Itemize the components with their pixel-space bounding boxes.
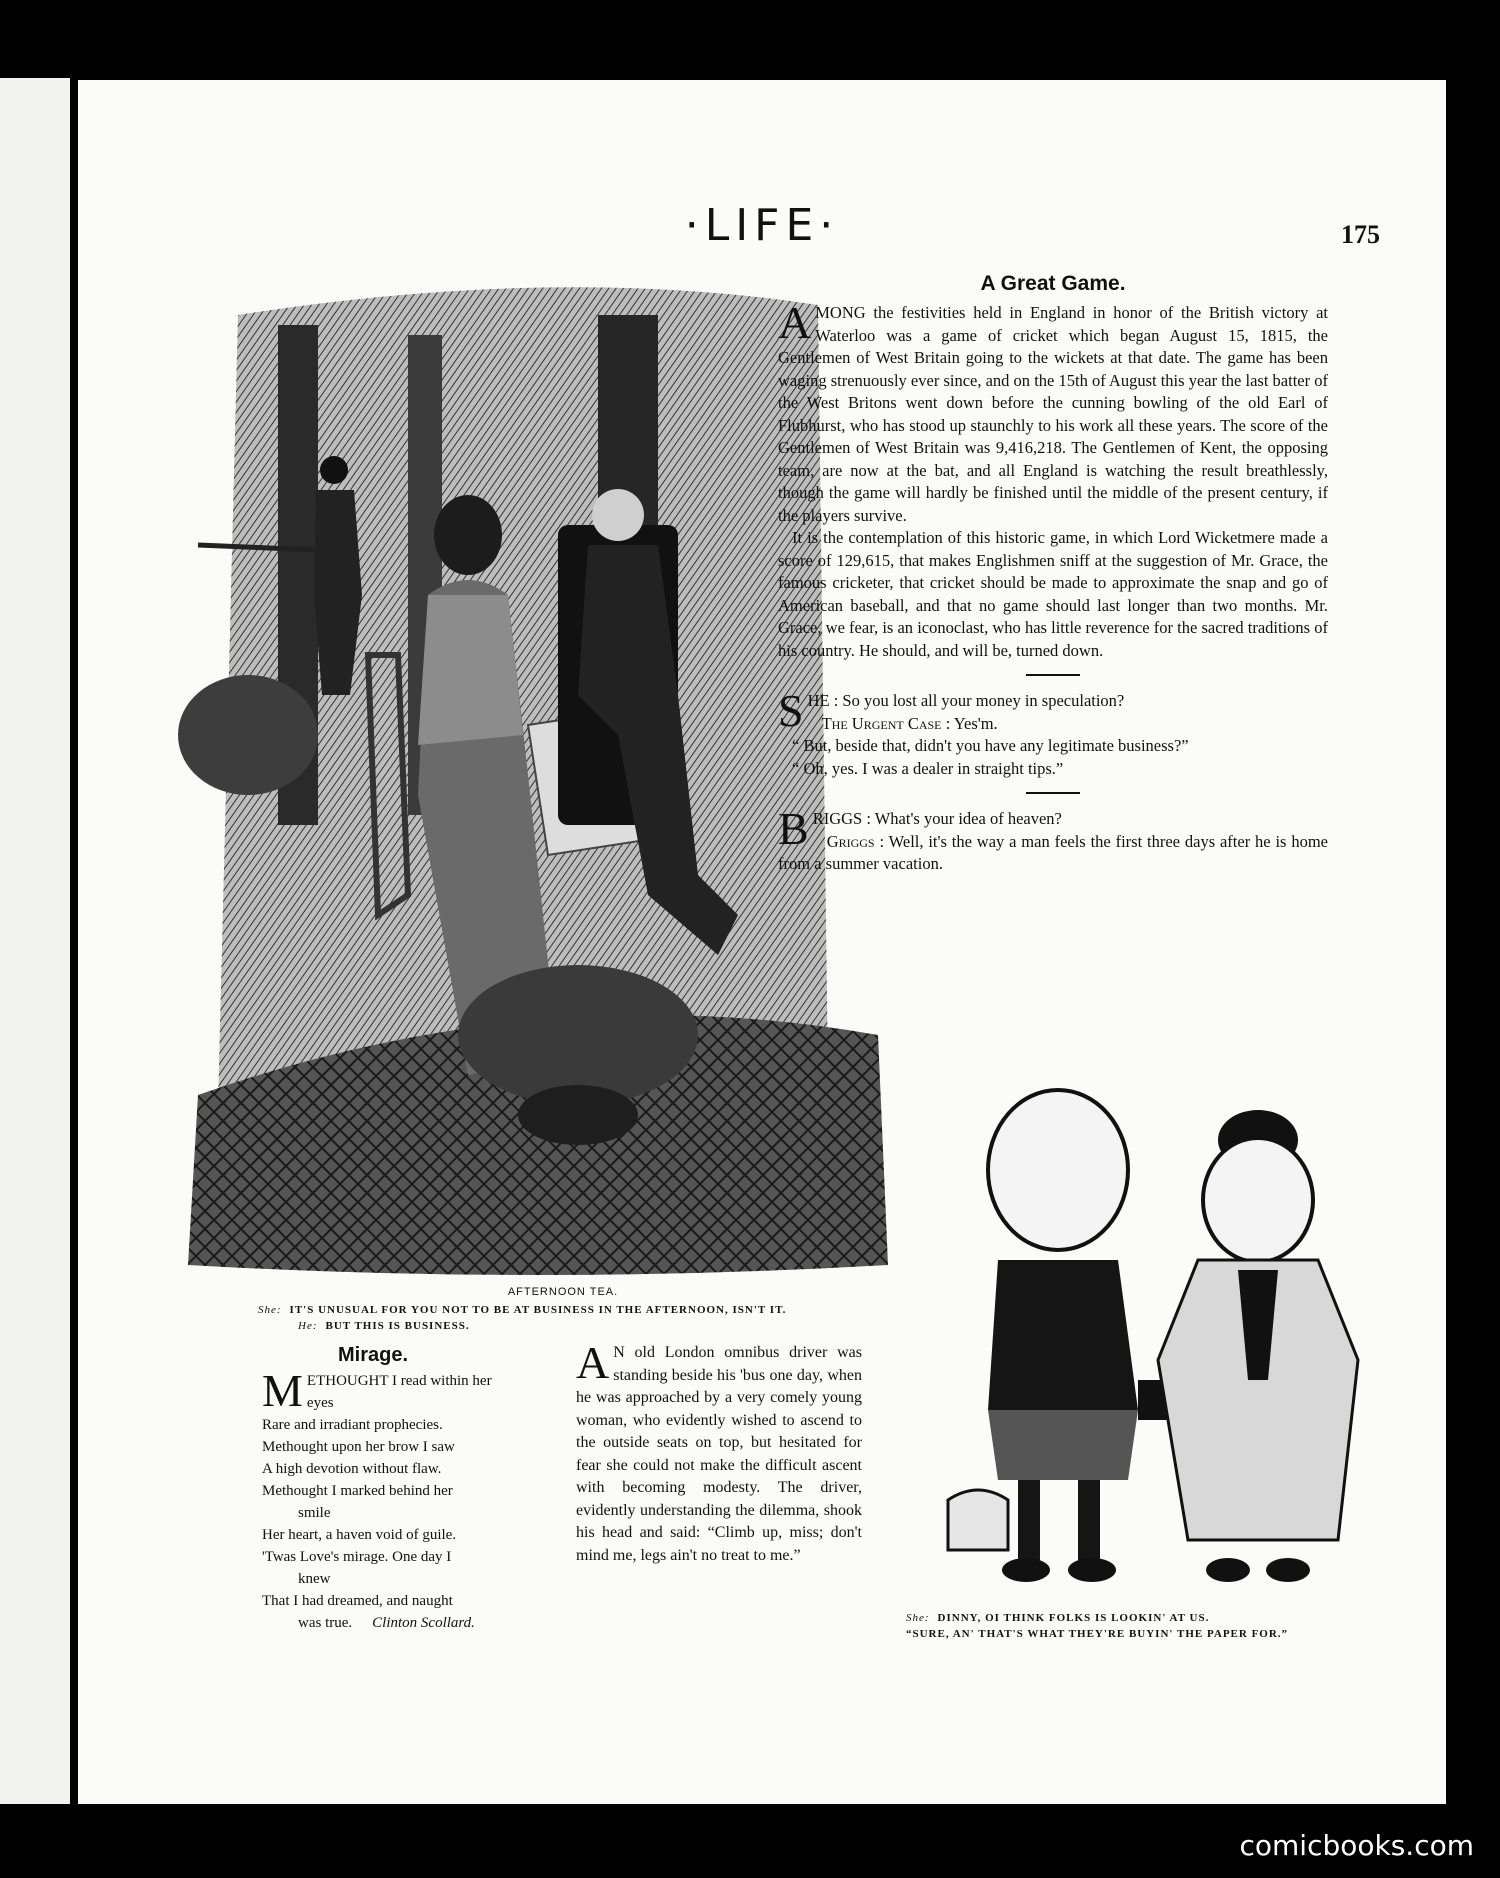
great-game-paragraph-2: It is the contemplation of this historic game, in which Lord Wicketmere made a score of 129,615, that makes Englishmen sniff at the suggestion of Mr. Grace, the famous cricketer, that cricket should be made to approximate the snap and go of American baseball, and that no game should last longer than two months. Mr. Grace, we fear, is an iconoclast, who has little reverence for the sacred traditions of his country. He should, and will be, turned down. [778, 528, 1328, 660]
mirage-poem: METHOUGHT I read within her eyes Rare and irradiant prophecies. Methought upon her brow I saw A high devotion without flaw. Methought I marked behind her smile Her heart, a haven void of guile. 'Twas Love's mirage. One day I knew That I had dreamed, and naught was true. Clinton Scollard. [262, 1365, 492, 1631]
joke2-speaker: Griggs : [826, 831, 885, 851]
great-game-headline: A Great Game. [980, 272, 1126, 295]
great-game-paragraph-1: AMONG the festivities held in England in honor of the British victory at Waterloo was a game of cricket which began August 15, 1815, the Gentlemen of West Britain going to the wickets at that date. The game has been waging strenuously ever since, and on the 15th of August this year the last batter of the West Britons went down before the cunning bowling of the old Earl of Flubhurst, who has stood up staunchly to his work all these years. The score of the Gentlemen of West Britain was 9,416,218. The Gentlemen of Kent, the opposing team, are now at the bat, and all England is watching the result breathlessly, though the game will hardly be finished until the middle of the present century, if the players survive. [778, 297, 1328, 525]
joke-heaven: BRIGGS : What's your idea of heaven? [778, 803, 1062, 854]
divider-rule [1026, 792, 1080, 794]
afternoon-tea-caption-title: AFTERNOON TEA. [507, 1286, 619, 1298]
facing-page-edge [0, 78, 70, 1804]
afternoon-tea-caption [258, 1302, 958, 1334]
joke2-dropcap: B [778, 803, 809, 854]
joke1-speaker: The Urgent Case : [821, 713, 951, 733]
couple-cartoon-illustration [908, 1080, 1418, 1600]
omnibus-dropcap: A [576, 1337, 610, 1388]
great-game-article: AMONG the festivities held in England in honor of the British victory at Waterloo was a game of cricket which began August 15, 1815, the Gentlemen of West Britain going to the wickets at that date. The game has been waging strenuously ever since, and on the 15th of August this year the last batter of the West Britons went down before the cunning bowling of the old Earl of Flubhurst, who has stood up staunchly to his work all these years. The score of the Gentlemen of West Britain was 9,416,218. The Gentlemen of Kent, the opposing team, are now at the bat, and all England is watching the result breathlessly, though the game will hardly be finished until the middle of the present century, if the players survive. It is the contemplation of this historic game, in which Lord Wicketmere made a score of 129,615, that makes Englishmen sniff at the suggestion of Mr. Grace, the famous cricketer, that cricket should be made to approximate the snap and go of American baseball, and that no game should last longer than two months. Mr. Grace, we fear, is an iconoclast, who has little reverence for the sacred traditions of his country. He should, and will be, turned down. SHE : So you lost all your money in speculation? The Urgent Case : Yes'm. “ But, beside that, didn't you have any legitimate business?” “ Oh, yes. I was a dealer in straight tips.” BRIGGS : What's your idea of heaven? Griggs : Well, it's the way a man feels the first three days after he is home from a summer vacation. [778, 297, 1328, 873]
mirage-author: Clinton Scollard. [372, 1615, 475, 1631]
omnibus-story: A N old London omnibus driver was standing beside his 'bus one day, when he was approached by a very comely young woman, who evidently wished to ascend to the outside seats on top, but hesitated for fear she could not make the difficult ascent with becoming modesty. The driver, evidently understanding the dilemma, shook his head and said: “Climb up, miss; don't mind me, legs ain't no treat to me.” [576, 1337, 862, 1564]
mirage-title: Mirage. [337, 1344, 409, 1366]
masthead-title: ·LIFE· [684, 200, 840, 251]
he-line: BUT THIS IS BUSINESS. [325, 1320, 470, 1332]
watermark: comicbooks.com [1239, 1829, 1474, 1862]
joke-speculation: SHE : So you lost all your money in speculation? [778, 685, 1125, 736]
magazine-page [78, 80, 1446, 1804]
cartoon-reply: “SURE, AN' THAT'S WHAT THEY'RE BUYIN' THE PAPER FOR.” [906, 1628, 1289, 1640]
she-line: IT'S UNUSUAL FOR YOU NOT TO BE AT BUSINESS IN THE AFTERNOON, ISN'T IT. [289, 1304, 787, 1316]
page-number: 175 [1341, 220, 1380, 249]
joke1-dropcap: S [778, 685, 804, 736]
cartoon-caption: She: DINNY, OI THINK FOLKS IS LOOKIN' AT US. “SURE, AN' THAT'S WHAT THEY'RE BUYIN' THE PAPER FOR.” [906, 1610, 1406, 1642]
great-game-dropcap: A [778, 297, 812, 348]
he-label: He: [298, 1320, 318, 1332]
mirage-dropcap: M [262, 1365, 303, 1416]
cartoon-she-label: She: [906, 1612, 930, 1624]
divider-rule [1026, 674, 1080, 676]
she-label: She: [258, 1304, 282, 1316]
